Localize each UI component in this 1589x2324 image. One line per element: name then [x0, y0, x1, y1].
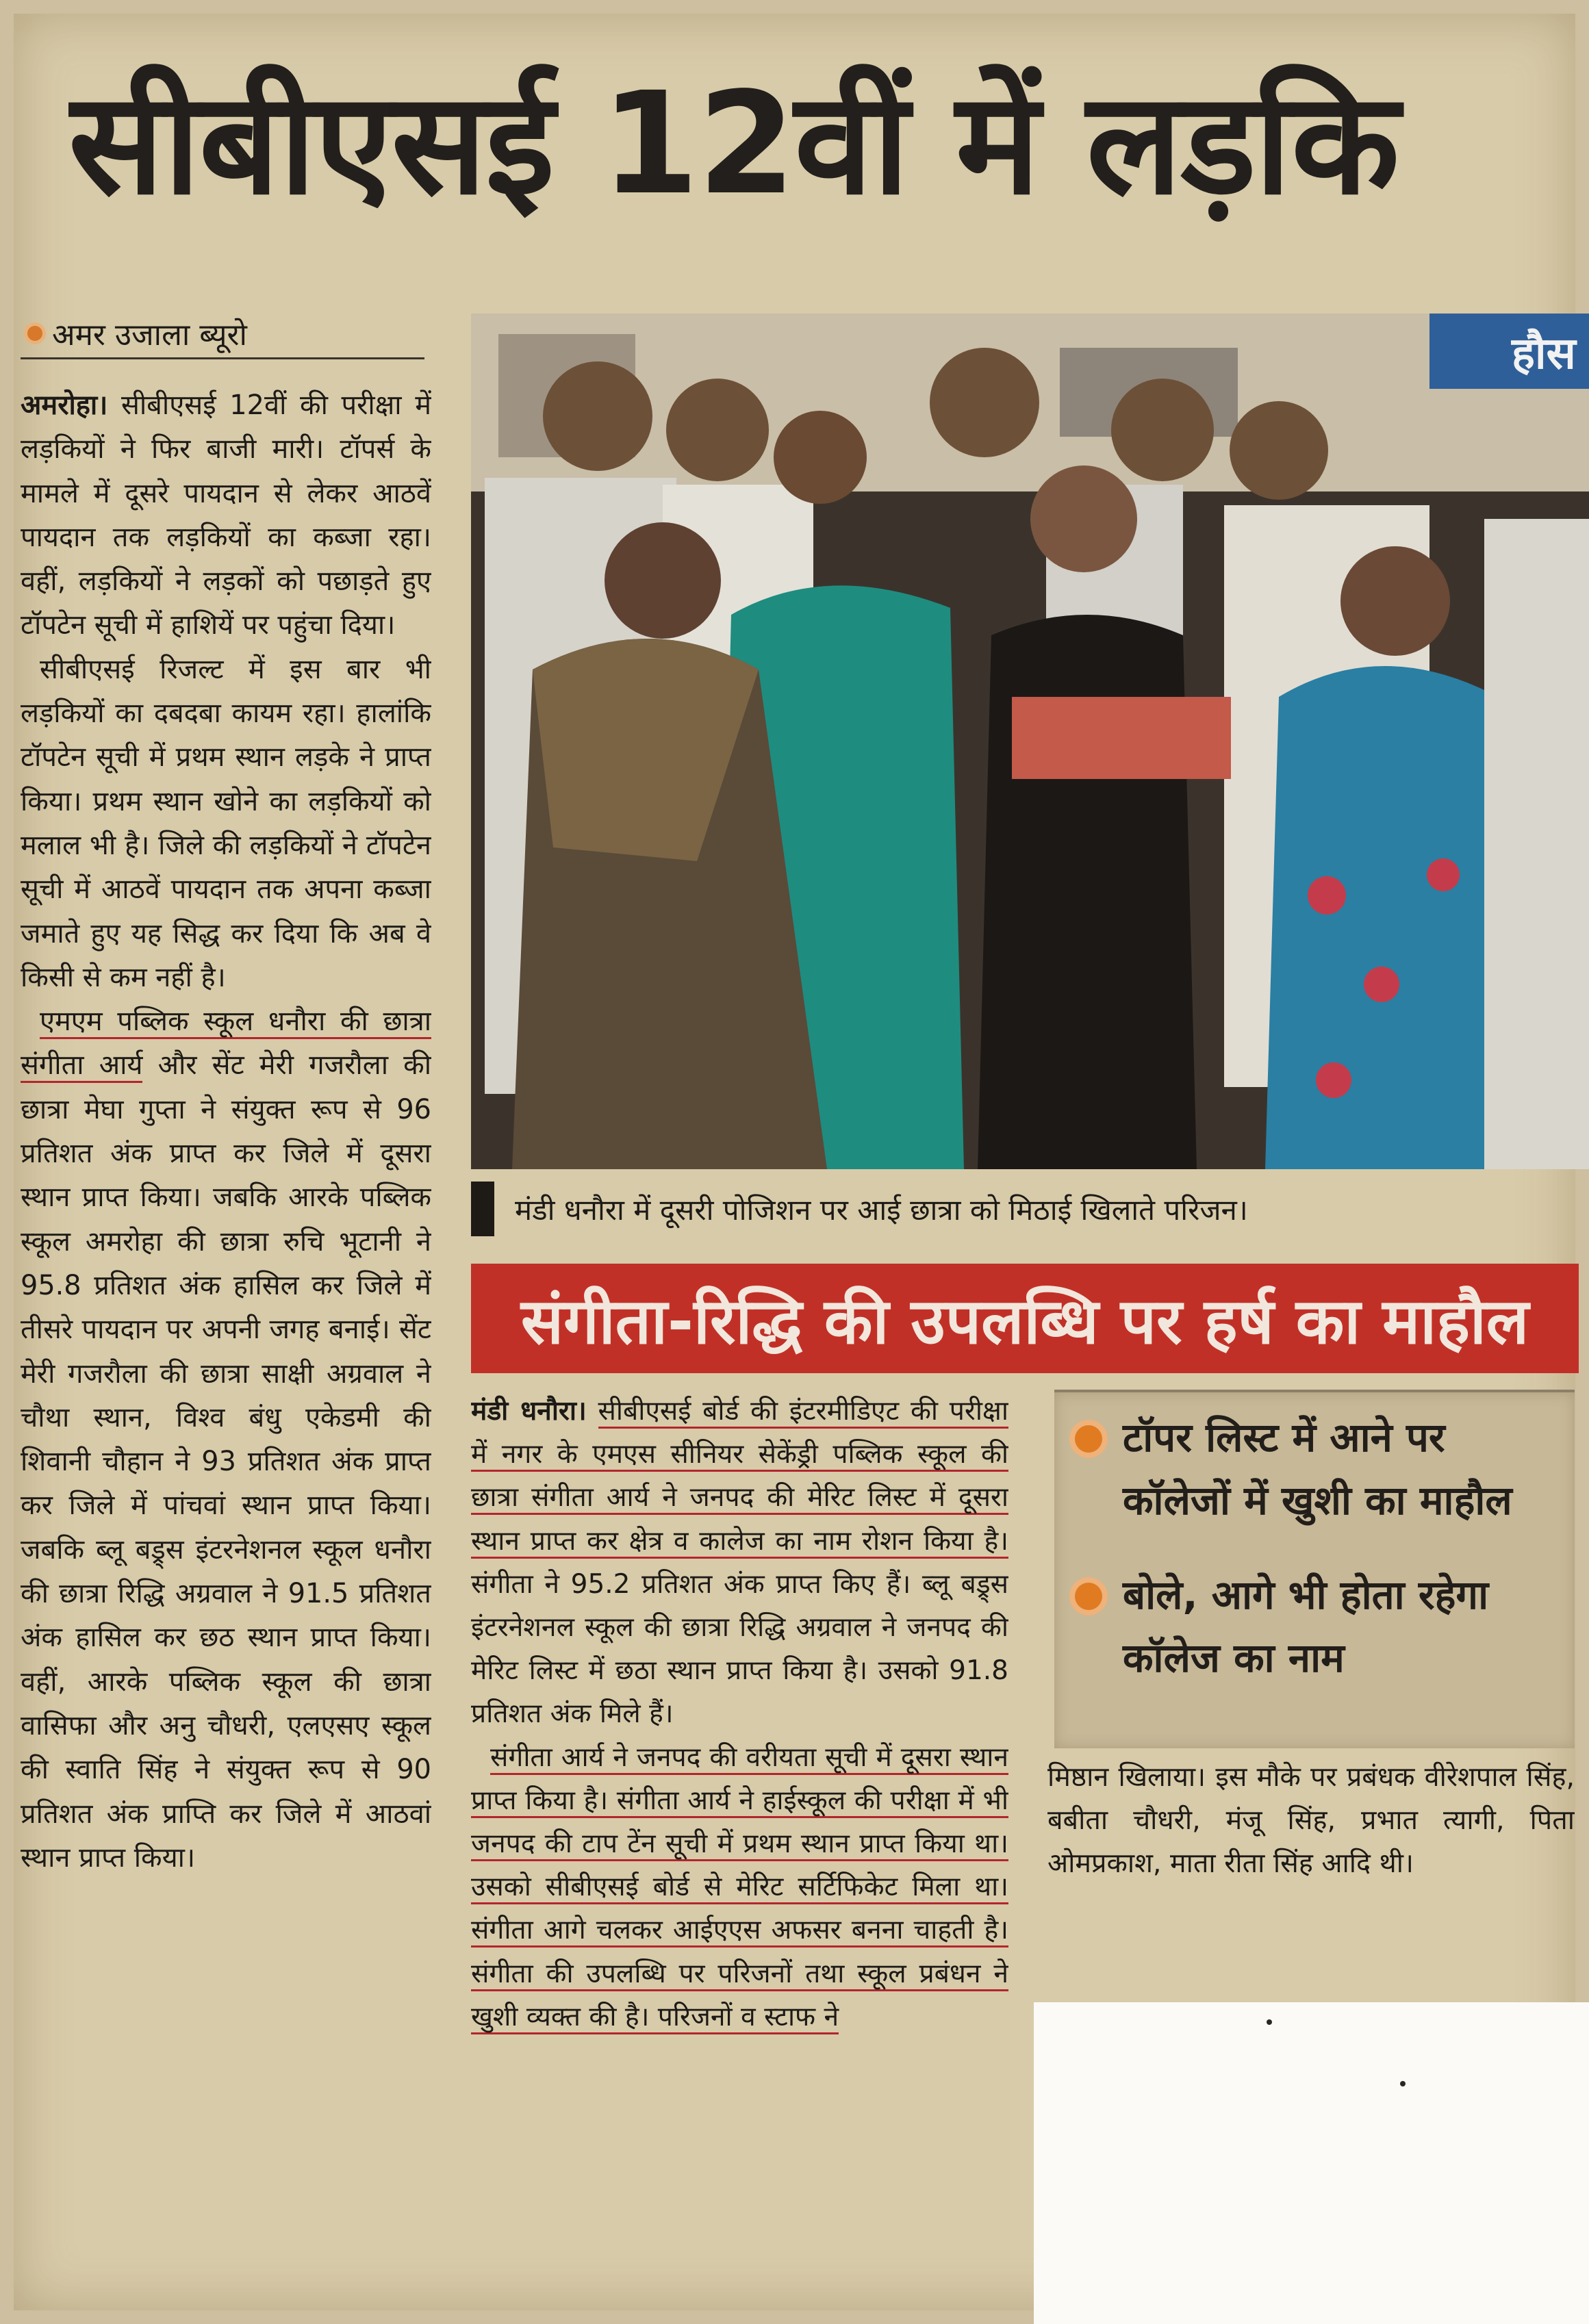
- paragraph: [471, 1736, 1008, 2039]
- sign-text: हौस: [1512, 329, 1576, 379]
- highlighted-text: एमएम पब्लिक स्कूल धनौरा की छात्रा संगीता आर्य: [21, 1006, 431, 1083]
- byline-text: अमर उजाला ब्यूरो: [52, 318, 247, 353]
- speck: [1400, 2081, 1406, 2086]
- paragraph-text: सीबीएसई 12वीं की परीक्षा में लड़कियों ने फिर बाजी मारी। टॉपर्स के मामले में दूसरे पायदान से लेकर आठवें पायदान तक लड़कियों का कब्जा रहा। वहीं, लड़कियों ने लड़कों को पछाड़ते हुए टॉपटेन सूची में हाशियें पर पहुंचा दिया।: [21, 390, 431, 641]
- caption-text: मंडी धनौरा में दूसरी पोजिशन पर आई छात्रा को मिठाई खिलाते परिजन।: [515, 1192, 1248, 1227]
- highlight-line: कॉलेजों में खुशी का माहौल: [1123, 1477, 1512, 1524]
- blank-paper-patch: [1034, 2002, 1589, 2324]
- highlighted-text: सीबीएसई बोर्ड की इंटरमीडिएट की परीक्षा में नगर के एमएस सीनियर सेकेंड्री पब्लिक स्कूल की छात्रा संगीता आर्य ने जनपद की मेरिट लिस्ट में दूसरा स्थान प्राप्त कर क्षेत्र व कालेज का नाम रोशन किया है।: [471, 1396, 1008, 1559]
- bullet-icon: [1075, 1425, 1102, 1453]
- byline: [21, 309, 424, 359]
- article-column-middle: [471, 1390, 1008, 2303]
- dateline: मंडी धनौरा।: [471, 1396, 587, 1427]
- bullet-icon: [27, 326, 42, 341]
- headline: सीबीएसई 12वीं में लड़कि: [68, 62, 1399, 226]
- paragraph: मिष्ठान खिलाया। इस मौके पर प्रबंधक वीरेशपाल सिंह, बबीता चौधरी, मंजू सिंह, प्रभात त्यागी, पिता ओमप्रकाश, माता रीता सिंह आदि थी।: [1047, 1761, 1575, 1879]
- paragraph-text: संगीता ने 95.2 प्रतिशत अंक प्राप्त किए हैं। ब्लू बड्र्स इंटरनेशनल स्कूल की छात्रा रिद्धि अग्रवाल ने जनपद की मेरिट लिस्ट में छठा स्थान प्राप्त किया है। उसको 91.8 प्रतिशत अंक मिले हैं।: [471, 1568, 1008, 1730]
- subheadline-banner: संगीता-रिद्धि की उपलब्धि पर हर्ष का माहौल: [471, 1264, 1579, 1373]
- highlight-point: [1075, 1406, 1568, 1532]
- caption-marker: [471, 1182, 494, 1236]
- bullet-icon: [1075, 1583, 1102, 1610]
- highlight-point: [1075, 1563, 1568, 1689]
- paragraph: [21, 383, 431, 648]
- paragraph-text: और सेंट मेरी गजरौला की छात्रा मेघा गुप्ता ने संयुक्त रूप से 96 प्रतिशत अंक प्राप्त कर जिले में दूसरा स्थान प्राप्त किया। जबकि आरके पब्लिक स्कूल अमरोहा की छात्रा रुचि भूटानी ने 95.8 प्रतिशत अंक हासिल कर जिले में तीसरे पायदान पर अपनी जगह बनाई। सेंट मेरी गजरौला की छात्रा साक्षी अग्रवाल ने चौथा स्थान, विश्व बंधु एकेडमी की शिवानी चौहान ने 93 प्रतिशत अंक प्राप्त कर जिले में पांचवां स्थान प्राप्त किया। जबकि ब्लू बड्र्स इंटरनेशनल स्कूल धनौरा की छात्रा रिद्धि अग्रवाल ने 91.5 प्रतिशत अंक हासिल कर छठ स्थान प्राप्त किया। वहीं, आरके पब्लिक स्कूल की छात्रा वासिफा और अनु चौधरी, एलएसए स्कूल की स्वाति सिंह ने संयुक्त रूप से 90 प्रतिशत अंक प्राप्ति कर जिले में आठवां स्थान प्राप्त किया।: [21, 1049, 431, 1874]
- dateline: अमरोहा।: [21, 390, 108, 421]
- paragraph: [21, 999, 431, 1880]
- news-photo: [471, 314, 1589, 1169]
- highlighted-text: संगीता आर्य ने जनपद की वरीयता सूची में दूसरा स्थान प्राप्त किया है। संगीता आर्य ने हाईस्कूल की परीक्षा में भी जनपद की टाप टेंन सूची में प्रथम स्थान प्राप्त किया था। उसको सीबीएसई बोर्ड से मेरिट सर्टिफिकेट मिला था। संगीता आगे चलकर आईएएस अफसर बनना चाहती है। संगीता की उपलब्धि पर परिजनों तथा स्कूल प्रबंधन ने खुशी व्यक्त की है। परिजनों व स्टाफ ने: [471, 1742, 1008, 2034]
- paragraph: [471, 1390, 1008, 1736]
- highlight-line: टॉपर लिस्ट में आने पर: [1123, 1414, 1445, 1461]
- highlights-box: [1054, 1390, 1575, 1748]
- highlight-line: बोले, आगे भी होता रहेगा: [1123, 1572, 1489, 1618]
- paragraph: सीबीएसई रिजल्ट में इस बार भी लड़कियों का दबदबा कायम रहा। हालांकि टॉपटेन सूची में प्रथम स्थान लड़के ने प्राप्त किया। प्रथम स्थान खोने का लड़कियों को मलाल भी है। जिले की लड़कियों ने टॉपटेन सूची में आठवें पायदान तक अपना कब्जा जमाते हुए यह सिद्ध कर दिया कि अब वे किसी से कम नहीं है।: [21, 653, 431, 993]
- highlight-line: कॉलेज का नाम: [1123, 1635, 1345, 1681]
- article-column-right: [1047, 1756, 1575, 1982]
- photo-caption: [471, 1179, 1566, 1239]
- article-column-left: [21, 383, 431, 2300]
- speck: [1267, 2019, 1272, 2025]
